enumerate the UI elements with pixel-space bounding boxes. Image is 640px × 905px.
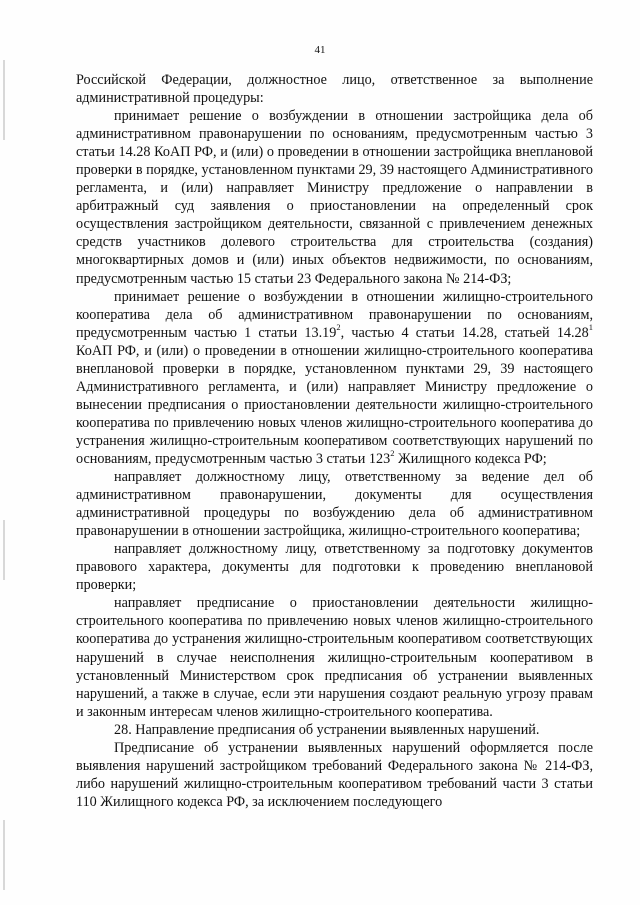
page-number: 41 [314, 44, 326, 56]
body-paragraph [76, 721, 593, 739]
body-paragraph [76, 107, 593, 287]
paragraph-text: Предписание об устранении выявленных нарушений оформляется после выявления нарушений застройщиком требований Федерального закона № 214-ФЗ, либо нарушений жилищно-строительным кооперативом требований части 3 статьи 110 Жилищного кодекса РФ, за исключением последующего [76, 739, 593, 810]
body-paragraph [76, 71, 593, 107]
paragraph-text: принимает решение о возбуждении в отношении жилищно-строительного кооператива дела об административном правонарушении по основаниям, предусмотренным частью 1 статьи 13.19 [76, 288, 593, 341]
body-paragraph [76, 739, 593, 811]
scan-edge-mark [3, 520, 5, 580]
paragraph-text: Российской Федерации, должностное лицо, ответственное за выполнение административной процедуры: [76, 72, 593, 107]
paragraph-text: Жилищного кодекса РФ; [394, 450, 547, 467]
superscript-index: 2 [390, 448, 395, 459]
superscript-index: 2 [336, 321, 341, 332]
paragraph-text: направляет предписание о приостановлении деятельности жилищно-строительного кооператива по привлечению новых членов жилищно-строительного кооператива до устранения жилищно-строительным кооперативом соответствующих нарушений в случае неисполнения жилищно-строительным кооперативом в установленный Министерством срок предписания об устранении выявленных нарушений, а также в случае, если эти нарушения создают реальную угрозу правам и законным интересам членов жилищно-строительного кооператива. [76, 595, 593, 720]
paragraph-text: принимает решение о возбуждении в отношении застройщика дела об административном правонарушении по основаниям, предусмотренным частью 3 статьи 14.28 КоАП РФ, и (или) о проведении в отношении застройщика внеплановой проверки в порядке, установленном пунктами 29, 39 настоящего Административного регламента, и (или) направляет Министру предложение о направлении в арбитражный суд заявления о приостановлении на определенный срок осуществления застройщиком деятельности, связанной с привлечением денежных средств участников долевого строительства для строительства (создания) многоквартирных домов и (или) иных объектов недвижимости, по основаниям, предусмотренным частью 15 статьи 23 Федерального закона № 214-ФЗ; [76, 108, 594, 287]
paragraph-text: 28. Направление предписания об устранении выявленных нарушений. [114, 721, 540, 738]
superscript-index: 1 [588, 321, 593, 332]
body-paragraph [76, 468, 593, 540]
scan-edge-mark [3, 820, 5, 890]
body-text [76, 71, 593, 811]
body-paragraph [76, 540, 593, 594]
paragraph-text: направляет должностному лицу, ответственному за подготовку документов правового характера, документы для подготовки к проведению внеплановой проверки; [76, 541, 593, 594]
paragraph-text: , частью 4 статьи 14.28, статьей 14.28 [340, 324, 589, 341]
paragraph-text: направляет должностному лицу, ответственному за ведение дел об административном правонарушении, документы для осуществления административной процедуры по возбуждению дела об административном правонарушении в отношении застройщика, жилищно-строительного кооператива; [76, 469, 593, 540]
body-paragraph [76, 288, 593, 468]
paragraph-text: КоАП РФ, и (или) о проведении в отношении жилищно-строительного кооператива внеплановой проверки в порядке, установленном пунктами 29, 39 настоящего Административного регламента, и (или) направляет Министру предложение о вынесении предписания о приостановлении деятельности жилищно-строительного кооператива по привлечению новых членов жилищно-строительного кооператива до устранения жилищно-строительным кооперативом соответствующих нарушений по основаниям, предусмотренным частью 3 статьи 123 [76, 342, 593, 467]
body-paragraph [76, 594, 593, 720]
scan-edge-mark [3, 60, 5, 140]
